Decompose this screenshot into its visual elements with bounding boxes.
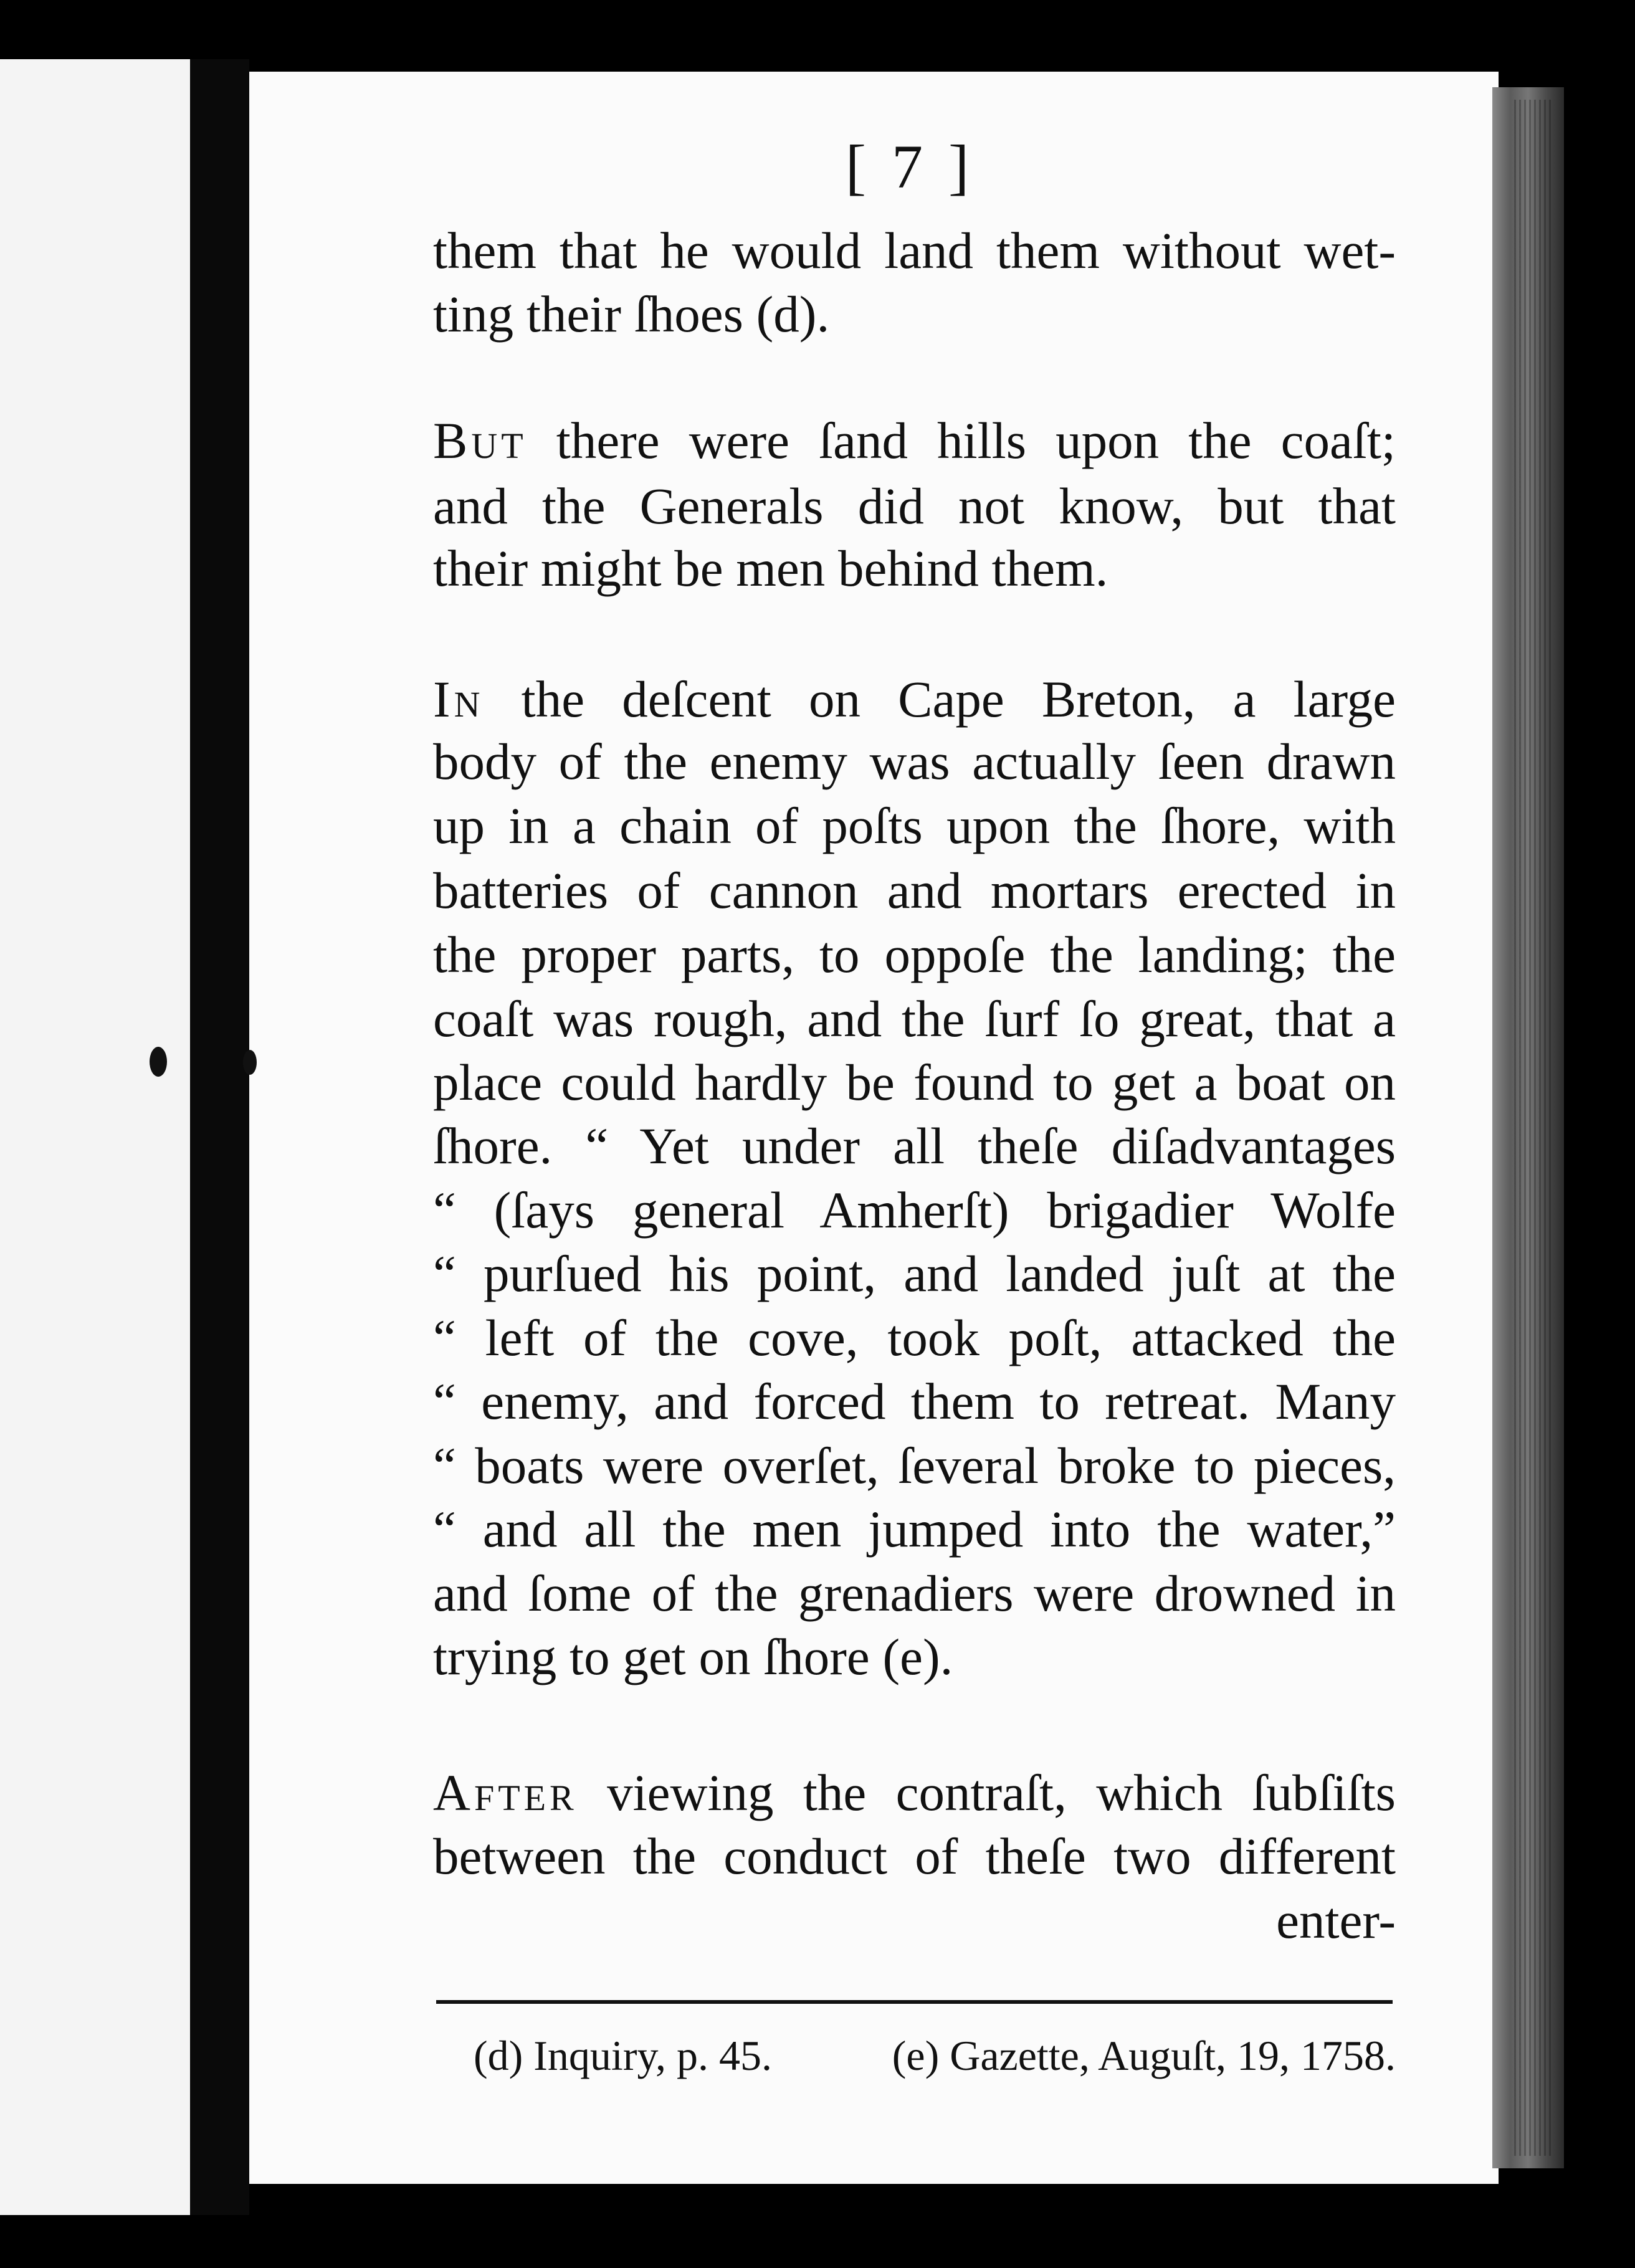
page-number: [ 7 ] xyxy=(845,132,975,201)
small-caps-lead: But xyxy=(433,412,527,469)
text-line: coaſt was rough, and the ſurf ſo great, that a xyxy=(433,990,1396,1047)
text-line: and the Generals did not know, but that xyxy=(433,477,1396,535)
facing-page xyxy=(0,59,190,2215)
footnote-d: (d) Inquiry, p. 45. xyxy=(474,2032,773,2079)
text-line: “ enemy, and forced them to retreat. Many xyxy=(433,1373,1396,1430)
text-line: them that he would land them without wet- xyxy=(433,222,1396,279)
text-line: But there were ſand hills upon the coaſt; xyxy=(433,412,1396,469)
text-line: “ left of the cove, took poſt, attacked the xyxy=(433,1309,1396,1366)
text-line: batteries of cannon and mortars erected in xyxy=(433,862,1396,919)
small-caps-lead: After xyxy=(433,1764,578,1821)
footnote-rule xyxy=(436,2000,1393,2004)
footnote-e: (e) Gazette, Auguſt, 19, 1758. xyxy=(892,2032,1396,2079)
text-line: trying to get on ſhore (e). xyxy=(433,1628,953,1685)
text-line: between the conduct of theſe two different xyxy=(433,1827,1396,1885)
ink-spot xyxy=(243,1050,257,1075)
text-line: and ſome of the grenadiers were drowned in xyxy=(433,1565,1396,1622)
text-line: “ (ſays general Amherſt) brigadier Wolfe xyxy=(433,1181,1396,1239)
text-line: In the deſcent on Cape Breton, a large xyxy=(433,670,1396,728)
text-line: “ purſued his point, and landed juſt at the xyxy=(433,1245,1396,1302)
footnotes xyxy=(474,2031,1396,2080)
text-line: body of the enemy was actually ſeen drawn xyxy=(433,733,1396,790)
text-line: “ boats were overſet, ſeveral broke to pieces, xyxy=(433,1437,1396,1494)
text-line: their might be men behind them. xyxy=(433,540,1108,597)
text-line: “ and all the men jumped into the water,” xyxy=(433,1500,1396,1558)
text-line: ting their ſhoes (d). xyxy=(433,285,830,343)
page-edge-lines xyxy=(1514,100,1552,2156)
small-caps-lead: In xyxy=(433,670,484,728)
text-line: up in a chain of poſts upon the ſhore, with xyxy=(433,797,1396,854)
ink-spot xyxy=(150,1047,167,1077)
text-line: place could hardly be found to get a boat on xyxy=(433,1054,1396,1111)
text-line: After viewing the contraſt, which ſubſiſts xyxy=(433,1764,1396,1821)
text-line: ſhore. “ Yet under all theſe diſadvantages xyxy=(433,1117,1396,1174)
text-line: the proper parts, to oppoſe the landing; the xyxy=(433,926,1396,983)
catchword: enter- xyxy=(1276,1892,1396,1949)
book-gutter xyxy=(190,59,249,2215)
